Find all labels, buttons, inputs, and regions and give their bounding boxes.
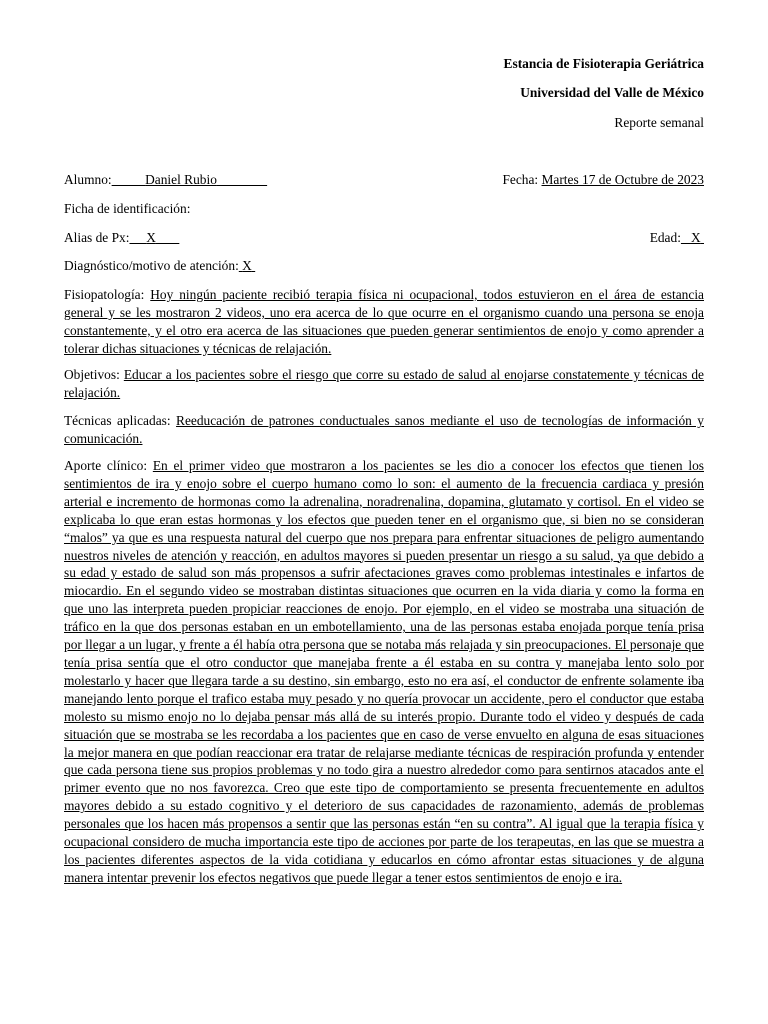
tecnicas-text: Reeducación de patrones conductuales sanos mediante el uso de tecnologías de información y comunicación. bbox=[64, 413, 704, 446]
institution-title: Estancia de Fisioterapia Geriátrica bbox=[503, 56, 704, 71]
objetivos-text: Educar a los pacientes sobre el riesgo que corre su estado de salud al enojarse constatemente y técnicas de relajación. bbox=[64, 367, 704, 400]
diagnostico-pad-right bbox=[252, 258, 255, 273]
alias-pad-left bbox=[129, 230, 146, 245]
fisiopatologia-section bbox=[64, 286, 704, 358]
fecha-field bbox=[502, 172, 704, 188]
objetivos-label: Objetivos: bbox=[64, 367, 120, 382]
ficha-label: Ficha de identificación: bbox=[64, 201, 191, 216]
alias-pad-right bbox=[156, 230, 179, 245]
fisiopatologia-text: Hoy ningún paciente recibió terapia física ni ocupacional, todos estuvieron en el área de estancia general y se les mostraron 2 videos, uno era acerca de lo que ocurre en el organismo cuando una persona se enoja constantemente, y el otro era acerca de las situaciones que pueden generar sentimientos de enojo y como aprender a tolerar dichas situaciones y técnicas de relajación. bbox=[64, 287, 704, 356]
diagnostico-label: Diagnóstico/motivo de atención: bbox=[64, 258, 239, 273]
fisiopatologia-label: Fisiopatología: bbox=[64, 287, 145, 302]
edad-field bbox=[650, 230, 704, 246]
ficha-row bbox=[64, 201, 704, 217]
alumno-row bbox=[64, 172, 704, 188]
university-title: Universidad del Valle de México bbox=[520, 85, 704, 100]
alumno-value: Daniel Rubio bbox=[145, 172, 217, 187]
diagnostico-value: X bbox=[242, 258, 252, 273]
fecha-label: Fecha: bbox=[502, 172, 539, 187]
objetivos-section bbox=[64, 366, 704, 402]
alias-label: Alias de Px: bbox=[64, 230, 130, 245]
alias-row bbox=[64, 230, 704, 246]
document-page bbox=[64, 0, 704, 1024]
edad-pad-right bbox=[701, 230, 704, 245]
alias-value: X bbox=[146, 230, 156, 245]
tecnicas-label: Técnicas aplicadas: bbox=[64, 413, 171, 428]
alumno-pad-left bbox=[112, 172, 145, 187]
aporte-clinico-section bbox=[64, 457, 704, 887]
alumno-pad-right bbox=[217, 172, 267, 187]
alumno-label: Alumno: bbox=[64, 172, 112, 187]
fecha-value: Martes 17 de Octubre de 2023 bbox=[541, 172, 704, 187]
edad-label: Edad: bbox=[649, 230, 681, 245]
diagnostico-row bbox=[64, 258, 704, 274]
report-type: Reporte semanal bbox=[614, 115, 704, 130]
edad-value: X bbox=[690, 230, 701, 245]
aporte-label: Aporte clínico: bbox=[64, 458, 148, 473]
aporte-text: En el primer video que mostraron a los pacientes se les dio a conocer los efectos que tienen los sentimientos de ira y enojo sobre el cuerpo humano como lo son: el aumento de la frecuencia cardiaca y presión arterial e incremento de hormonas como la adrenalina, noradrenalina, dopamina, glutamato y cortisol. En el video se explicaba lo que eran estas hormonas y los efectos que pueden tener en el organismo que, si bien no se consideran “malos” ya que es una respuesta natural del cuerpo que nos prepara para enfrentar situaciones de peligro aumentando nuestros niveles de atención y reacción, en adultos mayores si pueden presentar un riesgo a su salud, ya que debido a su edad y estado de salud son más propensos a sufrir afectaciones graves como problemas intestinales e infartos de miocardio. En el segundo video se mostraban distintas situaciones que ocurren en la vida diaria y como la forma en que uno las interpreta pueden propiciar reacciones de enojo. Por ejemplo, en el video se mostraba una situación de tráfico en la que dos personas estaban en un embotellamiento, una de las personas estaba enojada porque tenía prisa por llegar a un lugar, y frente a él había otra persona que se notaba más relajada y sin preocupaciones. El personaje que tenía prisa sentía que el otro conductor que manejaba frente a él estaba en su contra y manejaba lento solo por molestarlo y hacer que llegara tarde a su destino, sin embargo, esto no era así, el conductor de enfrente solamente iba manejando lento porque el trafico estaba muy pesado y no quería provocar un accidente, pero el conductor que estaba molesto su mismo enojo no lo dejaba pensar más allá de su interés propio. Durante todo el video y después de cada situación que se mostraba se les recordaba a los pacientes que en caso de verse envuelto en alguna de esas situaciones la mejor manera en que podían reaccionar era tratar de relajarse mediante técnicas de respiración profunda y entender que cada persona tiene sus propios problemas y no todo gira a nuestro alrededor como para sentirnos atacados ante el primer evento que no nos favorezca. Creo que este tipo de comportamiento se presenta frecuentemente en adultos mayores debido a su estado cognitivo y el deterioro de sus capacidades de razonamiento, además de problemas personales que los hacen más propensos a sentir que las personas están “en su contra”. Al igual que la terapia física y ocupacional considero de mucha importancia este tipo de acciones por parte de los terapeutas, en las que se muestra a los pacientes diferentes aspectos de la vida cotidiana y educarlos en cómo afrontar estas situaciones y de alguna manera intentar prevenir los efectos negativos que puede llegar a tener estos sentimientos de enojo e ira. bbox=[64, 458, 704, 885]
tecnicas-section bbox=[64, 412, 704, 448]
edad-pad-left bbox=[681, 230, 691, 245]
